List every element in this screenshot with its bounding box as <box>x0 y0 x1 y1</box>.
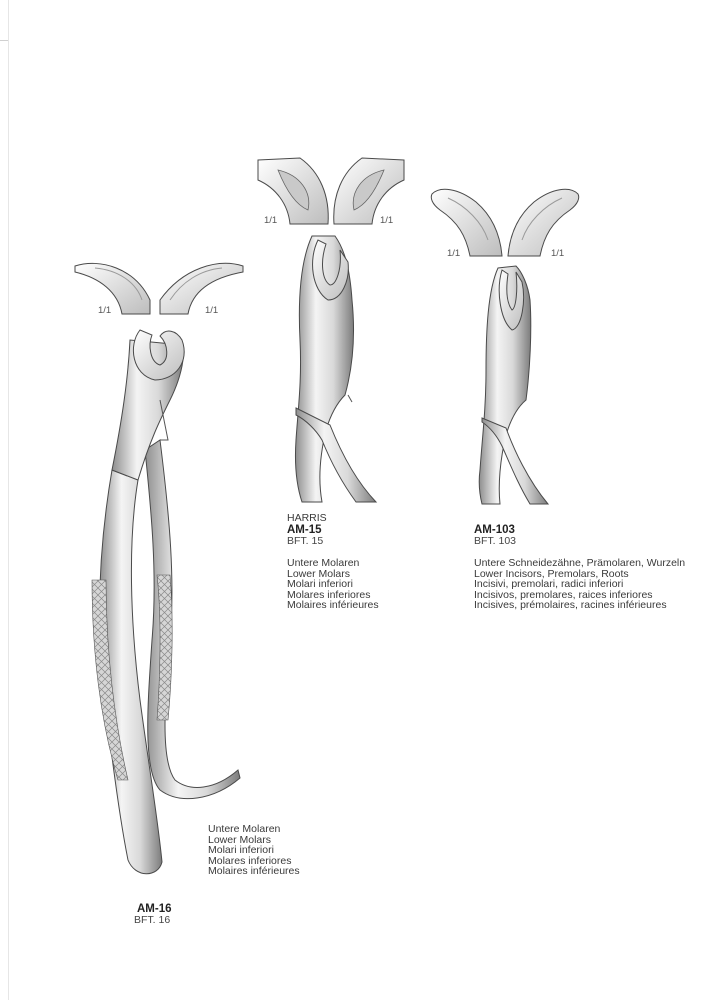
am103-use-de: Untere Schneidezähne, Prämolaren, Wurzeln <box>474 557 686 569</box>
am15-use-it: Molari inferiori <box>287 578 353 591</box>
am103-use-es: Incisivos, premolares, raices inferiores <box>474 588 653 601</box>
am15-beak-detail-right <box>334 158 404 224</box>
am103-beak-detail-right <box>508 189 579 256</box>
am15-use-en: Lower Molars <box>287 567 351 580</box>
am16-use-fr: Molaires inférieures <box>208 865 300 878</box>
am103-forceps <box>479 266 548 504</box>
am15-use-de: Untere Molaren <box>287 557 360 569</box>
am16-use-en: Lower Molars <box>208 833 272 846</box>
am103-use-en: Lower Incisors, Premolars, Roots <box>474 567 629 580</box>
am16-forceps <box>92 330 240 874</box>
am15-scale-left: 1/1 <box>264 215 278 226</box>
am103-uses <box>474 558 685 611</box>
am15-bft: BFT. 15 <box>287 535 324 547</box>
am16-beak-detail-right <box>160 263 243 314</box>
am16-uses <box>208 824 300 877</box>
am103-scale-right: 1/1 <box>551 248 565 259</box>
am16-use-es: Molares inferiores <box>208 854 292 867</box>
am16-scale-right: 1/1 <box>205 305 219 316</box>
am16-code: AM-16 <box>137 903 172 915</box>
am103-code: AM-103 <box>474 524 515 536</box>
am16-scale-left: 1/1 <box>98 305 112 316</box>
am15-forceps <box>295 236 376 502</box>
am103-bft: BFT. 103 <box>474 535 517 547</box>
am15-maker: HARRIS <box>287 512 327 524</box>
am15-uses <box>287 558 379 611</box>
am16-use-it: Molari inferiori <box>208 844 274 857</box>
am15-use-fr: Molaires inférieures <box>287 599 379 612</box>
am16-bft: BFT. 16 <box>134 914 171 926</box>
am103-beak-detail-left <box>431 189 502 256</box>
am15-scale-right: 1/1 <box>380 215 394 226</box>
am103-scale-left: 1/1 <box>447 248 461 259</box>
am16-use-de: Untere Molaren <box>208 823 281 835</box>
am103-use-it: Incisivi, premolari, radici inferiori <box>474 578 624 591</box>
am15-code: AM-15 <box>287 524 322 536</box>
am16-beak-detail-left <box>75 263 150 314</box>
am15-use-es: Molares inferiores <box>287 588 371 601</box>
am103-use-fr: Incisives, prémolaires, racines inférieures <box>474 599 667 612</box>
